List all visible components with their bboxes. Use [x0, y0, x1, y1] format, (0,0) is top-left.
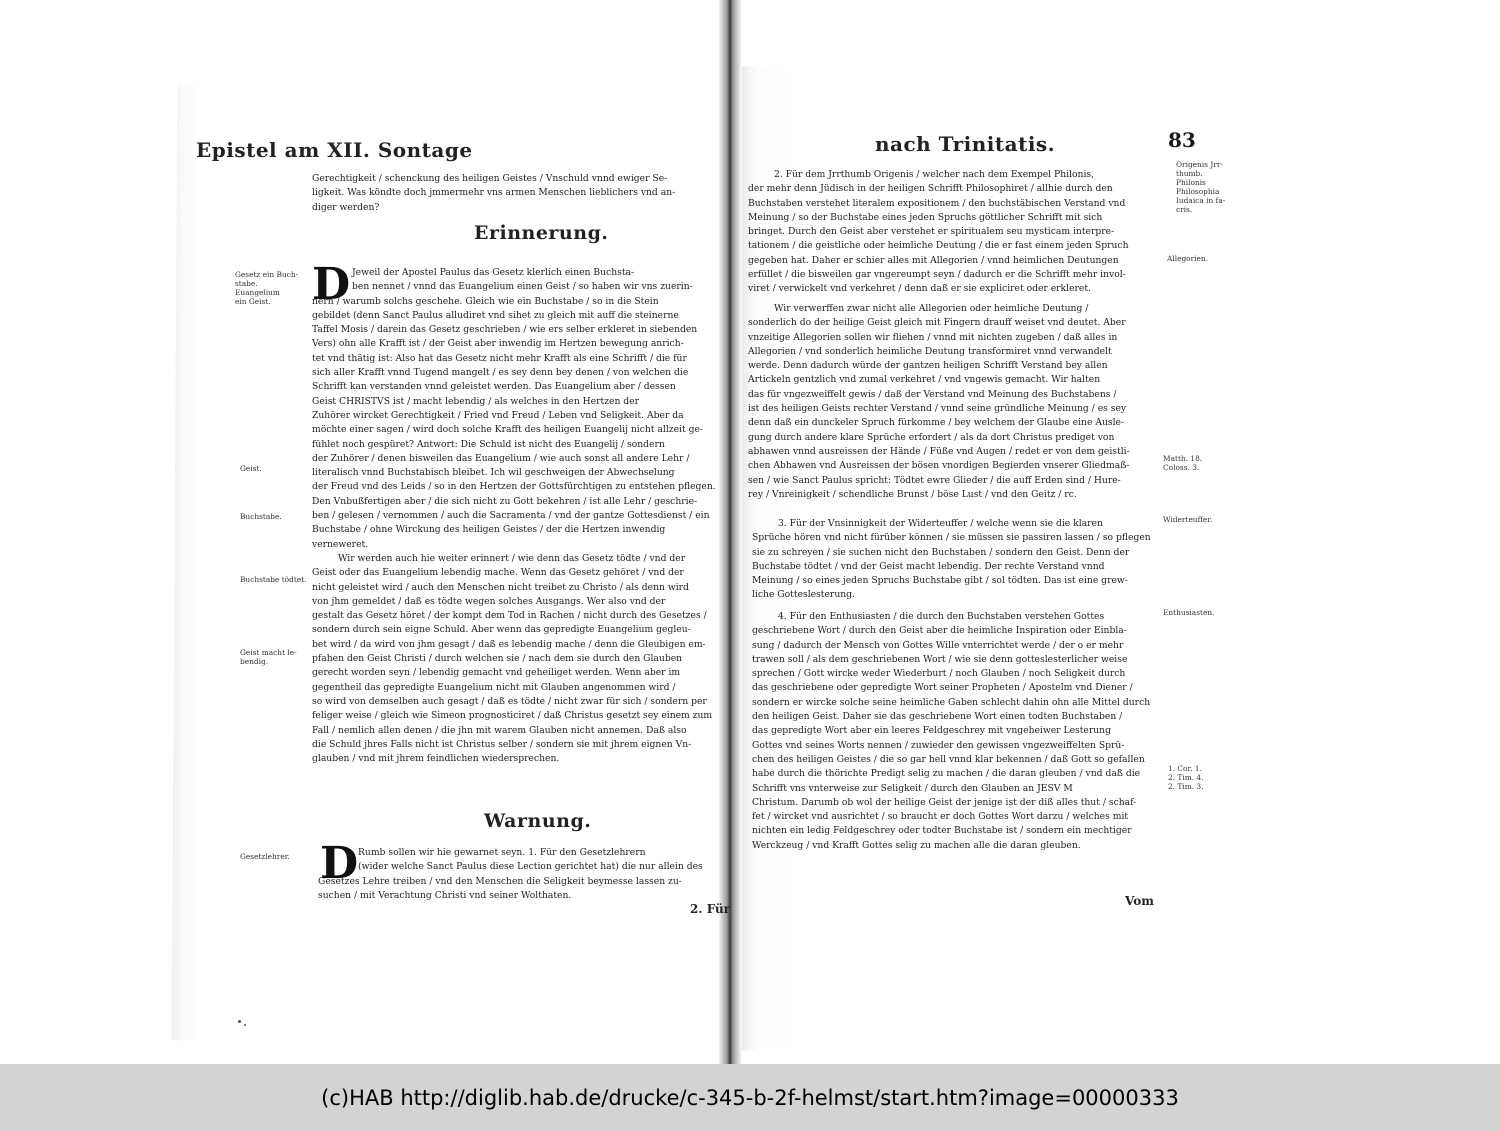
left-page-header: Epistel am XII. Sontage [196, 138, 473, 162]
text-line: Meinung / so eines jeden Spruchs Buchstabe gibt / sol tödten. Das ist eine grew- [752, 575, 1128, 587]
text-line: sondern durch sein eigne Schuld. Aber wenn das gepredigte Euangelium gegleu- [312, 624, 691, 636]
text-line: fühlet noch gespüret? Antwort: Die Schuld ist nicht des Euangelij / sondern [312, 438, 665, 450]
text-line: Vers) ohn alle Krafft ist / der Geist aber inwendig im Hertzen bewegung anrich- [312, 338, 684, 350]
text-line: ligkeit. Was köndte doch jmmermehr vns armen Menschen lieblichers vnd an- [312, 187, 676, 199]
text-line: möchte einer sagen / wird doch solche Krafft des heiligen Euangelij nicht allzeit ge- [312, 424, 704, 436]
text-line: bet wird / da wird von jhm gesagt / daß es lebendig mache / denn die Gleubigen em- [312, 638, 706, 650]
text-line: Den Vnbußfertigen aber / die sich nicht zu Gott bekehren / ist alle Lehr / geschrie- [312, 495, 698, 507]
text-line: Werckzeug / vnd Krafft Gottes selig zu machen alle die daran gleuben. [752, 839, 1081, 851]
text-line: Wir werden auch hie weiter erinnert / wie denn das Gesetz tödte / vnd der [338, 552, 686, 564]
text-line: Gesetzes Lehre treiben / vnd den Menschen die Seligkeit beymesse lassen zu- [318, 875, 682, 887]
text-line: Meinung / so der Buchstabe eines jeden Spruchs göttlicher Schrifft mit sich [748, 211, 1103, 223]
scan-speck [244, 1024, 246, 1026]
text-line: das geschriebene oder gepredigte Wort seiner Propheten / Apostelm vnd Diener / [752, 682, 1133, 694]
text-line: Wir verwerffen zwar nicht alle Allegorien oder heimliche Deutung / [774, 303, 1089, 314]
text-line: chen des heiligen Geistes / die so gar hell vnnd klar bekennen / daß Gott so gefallen [752, 753, 1145, 765]
text-line: 2. Für dem Jrrthumb Origenis / welcher nach dem Exempel Philonis, [774, 169, 1095, 180]
text-line: diger werden? [312, 201, 380, 213]
text-line: tationem / die geistliche oder heimliche Deutung / die er fast einem jeden Spruch [748, 240, 1129, 252]
text-line: feliger weise / gleich wie Simeon prognosticiret / daß Christus gesetzt sey einem zum [312, 710, 713, 722]
margin-note: Enthusiasten. [1163, 608, 1215, 617]
text-line: Gerechtigkeit / schenckung des heiligen Geistes / Vnschuld vnnd ewiger Se- [312, 173, 668, 184]
margin-note: Allegorien. [1167, 254, 1208, 263]
margin-note: Geist. [240, 464, 262, 473]
text-line: sung / dadurch der Mensch von Gottes Wille vnterrichtet werde / der o er mehr [752, 639, 1124, 651]
text-line: gebildet (denn Sanct Paulus alludiret vnd sihet zu gleich mit auff die steinerne [312, 309, 679, 321]
right-part3-body [752, 517, 1162, 603]
text-line: denn daß ein dunckeler Spruch fürkomme / bey welchem der Glaube eine Ausle- [748, 417, 1125, 429]
text-line: Artickeln gentzlich vnd zumal verkehret / vnd vngewis gemacht. Wir halten [748, 374, 1101, 386]
text-line: Geist CHRISTVS ist / macht lebendig / als welches in den Hertzen der [312, 395, 640, 407]
left-section2-body [318, 846, 726, 903]
text-line: erfüllet / die bisweilen gar vngereumpt seyn / dadurch er die Schrifft mehr invol- [748, 269, 1126, 281]
text-line: Gottes vnd seines Worts nennen / zuwieder den gewissen vngezweiffelten Sprü- [752, 739, 1125, 751]
text-line: Allegorien / vnd sonderlich heimliche Deutung transformiret vnnd verwandelt [748, 345, 1112, 357]
text-line: tet vnd thätig ist: Also hat das Gesetz nicht mehr Krafft als eine Schrifft / die für [312, 352, 687, 364]
text-line: chen Abhawen vnd Ausreissen der bösen vnordigen Begierden vnserer Gliedmaß- [748, 460, 1130, 472]
text-line: pfahen den Geist Christi / durch welchen sie / nach dem sie durch den Glauben [312, 653, 683, 665]
text-line: Christum. Darumb ob wol der heilige Geist der jenige ist der diß alles thut / schaf- [752, 796, 1137, 808]
left-section1-body [312, 266, 720, 766]
section-heading-warnung: Warnung. [484, 810, 592, 832]
text-line: Buchstabe / ohne Wirckung des heiligen Geistes / der die Hertzen inwendig [312, 524, 666, 536]
text-line: Buchstabe tödtet / vnd der Geist macht lebendig. Der rechte Verstand vnnd [752, 560, 1105, 572]
text-line: habe durch die thörichte Predigt selig zu machen / die daran gleuben / vnd daß die [752, 768, 1141, 780]
text-line: sprechen / Gott wircke weder Wiederburt / noch Glauben / noch Seligkeit durch [752, 668, 1126, 680]
margin-note: Gesetzlehrer. [240, 852, 290, 861]
text-line: trawen soll / als dem geschriebenen Wort / wie sie denn gotteslesterlicher weise [752, 653, 1128, 665]
text-line: nichten ein ledig Feldgeschrey oder todter Buchstabe ist / sondern ein mechtiger [752, 825, 1132, 837]
text-line: werde. Denn dadurch würde der gantzen heiligen Schrifft Verstand bey allen [748, 360, 1108, 372]
text-line: sondern er wircke solche seine heimliche Gaben schlecht dahin ohn alle Mittel durch [752, 696, 1151, 708]
text-line: sonderlich do der heilige Geist gleich mit Fingern drauff weiset vnd deutet. Aber [748, 317, 1126, 329]
text-line: 3. Für der Vnsinnigkeit der Widerteuffer / welche wenn sie die klaren [778, 518, 1103, 529]
text-line: glauben / vnd mit jhrem feindlichen wiedersprechen. [312, 753, 560, 765]
margin-note: Geist macht le- bendig. [240, 648, 297, 666]
text-line: gegentheil das gepredigte Euangelium nicht mit Glauben angenommen wird / [312, 681, 676, 693]
text-line: Jeweil der Apostel Paulus das Gesetz klerlich einen Buchsta- [352, 267, 635, 278]
text-line: verneweret. [312, 538, 369, 550]
text-line: geschriebene Wort / durch den Geist aber die heimliche Inspiration oder Einbla- [752, 625, 1127, 637]
margin-note: Gesetz ein Buch- stabe. Euangelium ein Geist. [235, 270, 299, 306]
text-line: rey / Vnreinigkeit / schendliche Brunst / böse Lust / vnd den Geitz / rc. [748, 488, 1077, 500]
text-line: nicht geleistet wird / auch den Menschen nicht treibet zu Christo / als denn wird [312, 581, 689, 593]
text-line: gegeben hat. Daher er schier alles mit Allegorien / vnnd heimlichen Deutungen [748, 254, 1119, 266]
text-line: Buchstaben verstehet literalem expositionem / den buchstäbischen Verstand vnd [748, 197, 1126, 209]
text-line: ben nennet / vnnd das Euangelium einen Geist / so haben wir vns zuerin- [352, 281, 693, 293]
text-line: das für vngezweiffelt gewis / daß der Verstand vnd Meinung des Buchstabens / [748, 388, 1117, 400]
text-line: suchen / mit Verachtung Christi vnd seiner Wolthaten. [318, 889, 572, 901]
right-part1-body [748, 168, 1158, 297]
right-page-header: nach Trinitatis. [875, 132, 1056, 156]
text-line: sie zu schreyen / sie suchen nicht den Buchstaben / sondern den Geist. Denn der [752, 546, 1130, 558]
dropcap-erinnerung: D [312, 259, 351, 310]
margin-note: Buchstabe. [240, 512, 282, 521]
margin-note: Widerteuffer. [1163, 515, 1213, 524]
text-line: Schrifft kan verstanden vnnd geleistet werden. Das Euangelium aber / dessen [312, 381, 676, 393]
text-line: (wider welche Sanct Paulus diese Lection gerichtet hat) die nur allein des [358, 861, 703, 873]
text-line: gerecht worden seyn / lebendig gemacht vnd geheiliget werden. Wenn aber im [312, 667, 681, 679]
text-line: Taffel Mosis / darein das Gesetz geschrieben / wie ers selber erkleret in siebenden [312, 324, 698, 336]
margin-note: Matth. 18. Coloss. 3. [1163, 454, 1203, 472]
footer-text: (c)HAB http://diglib.hab.de/drucke/c-345-b-2f-helmst/start.htm?image=00000333 [321, 1085, 1179, 1110]
text-line: der Freud vnd des Leids / so in den Hertzen der Gottsfürchtigen zu entstehen pflegen. [312, 481, 716, 493]
margin-note: Origenis Jrr- thumb. Philonis Philosophia Iudaica in fa- cris. [1176, 160, 1226, 214]
text-line: den heiligen Geist. Daher sie das geschriebene Wort einen todten Buchstaben / [752, 711, 1123, 723]
text-line: ben / gelesen / vernommen / auch die Sacramenta / vnd der gantze Gottesdienst / ein [312, 510, 710, 522]
text-line: das gepredigte Wort aber ein leeres Feldgeschrey mit vngeheiwer Lesterung [752, 725, 1111, 737]
dropcap-warnung: D [320, 838, 359, 889]
left-catchword: 2. Für [690, 902, 731, 916]
text-line: literalisch vnnd Buchstabisch bleibet. Ich wil geschweigen der Abwechselung [312, 467, 675, 479]
left-intro [312, 172, 712, 215]
right-catchword: Vom [1125, 894, 1154, 908]
text-line: sich aller Krafft vnnd Tugend mangelt / es sey denn bey denen / von welchen die [312, 367, 689, 379]
page-number: 83 [1168, 128, 1196, 152]
text-line: gung durch andere klare Sprüche erfordert / als da dort Christus prediget von [748, 431, 1115, 443]
right-part4-body [752, 610, 1162, 853]
margin-note: Buchstabe tödtet. [240, 575, 307, 584]
text-line: fet / wircket vnd ausrichtet / so braucht er doch Gottes Wort darzu / welches mit [752, 811, 1129, 823]
margin-note: 1. Cor. 1. 2. Tim. 4. 2. Tim. 3. [1168, 764, 1204, 791]
scan-speck [238, 1020, 241, 1023]
text-line: Schrifft vns vnterweise zur Seligkeit / durch den Glauben an JESV M [752, 782, 1073, 794]
copyright-footer [0, 1064, 1500, 1131]
text-line: viret / verwickelt vnd verkehret / denn daß er sie expliciret oder erkleret. [748, 283, 1091, 295]
text-line: gestalt das Gesetz höret / der kompt dem Tod in Rachen / nicht durch des Gesetzes / [312, 610, 707, 622]
text-line: 4. Für den Enthusiasten / die durch den Buchstaben verstehen Gottes [778, 611, 1105, 622]
text-line: sen / wie Sanct Paulus spricht: Tödtet ewre Glieder / die auff Erden sind / Hure- [748, 474, 1121, 486]
text-line: vnzeitige Allegorien sollen wir fliehen / vnnd mit nichten zugeben / daß alles in [748, 331, 1118, 343]
text-line: der mehr denn Jüdisch in der heiligen Schrifft Philosophiret / allhie durch den [748, 183, 1113, 195]
text-line: Sprüche hören vnd nicht fürüber können / sie müssen sie passiren lassen / so pflegen [752, 532, 1151, 544]
text-line: ist des heiligen Geists rechter Verstand / vnnd seine gründliche Meinung / es sey [748, 403, 1127, 415]
text-line: liche Gotteslesterung. [752, 589, 855, 601]
text-line: Rumb sollen wir hie gewarnet seyn. 1. Für den Gesetzlehrern [358, 847, 646, 858]
text-line: Zuhörer wircket Gerechtigkeit / Fried vnd Freud / Leben vnd Seligkeit. Aber da [312, 409, 684, 421]
text-line: der Zuhörer / denen bisweilen das Euangelium / wie auch sonst all andere Lehr / [312, 452, 690, 464]
text-line: abhawen vnnd ausreissen der Hände / Füße vnd Augen / redet er von dem geistli- [748, 445, 1130, 457]
section-heading-erinnerung: Erinnerung. [474, 222, 609, 244]
right-part2-body [748, 302, 1158, 502]
text-line: Fall / nemlich allen denen / die jhn mit warem Glauben nicht annemen. Daß also [312, 724, 687, 736]
text-line: so wird von demselben auch gesagt / daß es tödte / nicht zwar für sich / sondern per [312, 695, 707, 707]
text-line: die Schuld jhres Falls nicht ist Christus selber / sondern sie mit jhrem eignen Vn- [312, 738, 692, 750]
text-line: Geist oder das Euangelium lebendig mache. Wenn das Gesetz gehöret / vnd der [312, 567, 684, 579]
text-line: von jhm gemeldet / daß es tödte wegen solches Ausgangs. Wer also vnd der [312, 595, 666, 607]
text-line: bringet. Durch den Geist aber verstehet er spiritualem seu mysticam interpre- [748, 226, 1115, 238]
text-line: nern / warumb solchs geschehe. Gleich wie ein Buchstabe / so in die Stein [312, 295, 659, 307]
